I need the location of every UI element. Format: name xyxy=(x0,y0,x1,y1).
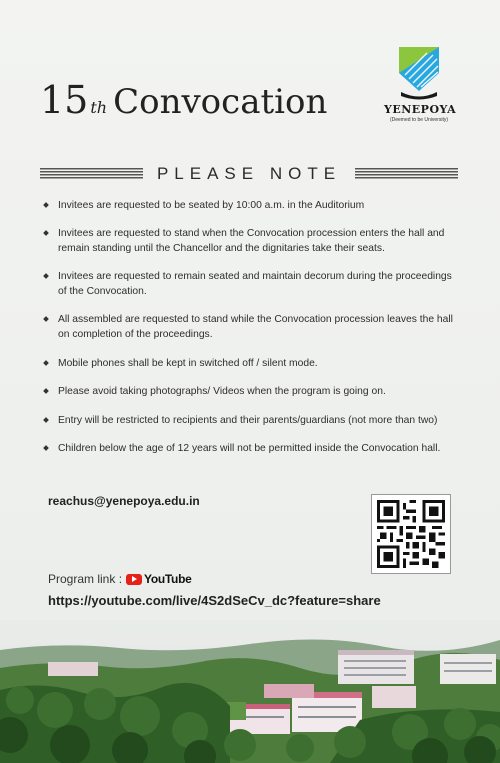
title-number: 15 xyxy=(40,78,89,122)
heading-rule-left xyxy=(40,168,143,180)
note-item: Invitees are requested to remain seated and maintain decorum during the proceedings of the Convocation. xyxy=(42,269,462,300)
note-item: Children below the age of 12 years will not be permitted inside the Convocation hall. xyxy=(42,441,462,457)
heading-text: PLEASE NOTE xyxy=(156,164,342,183)
youtube-play-icon xyxy=(126,574,142,585)
notes-list xyxy=(42,198,462,457)
logo-emblem-icon xyxy=(397,45,441,101)
qr-code-graphic xyxy=(377,500,445,568)
please-note-heading xyxy=(40,163,458,185)
heading-rule-right xyxy=(355,168,458,180)
note-item: Invitees are requested to be seated by 10:00 a.m. in the Auditorium xyxy=(42,198,462,214)
title-suffix: th xyxy=(90,98,108,117)
qr-code-icon[interactable] xyxy=(371,494,451,574)
youtube-wordmark: YouTube xyxy=(144,572,192,586)
program-link-row xyxy=(48,572,191,586)
logo-brand: YENEPOYA xyxy=(384,103,457,116)
note-item: Entry will be restricted to recipients and their parents/guardians (not more than two) xyxy=(42,413,462,429)
yenepoya-logo xyxy=(384,45,457,123)
note-item: All assembled are requested to stand while the Convocation procession leaves the hall on completion of the proceedings. xyxy=(42,312,462,343)
note-item: Mobile phones shall be kept in switched off / silent mode. xyxy=(42,356,462,372)
program-label: Program link : xyxy=(48,572,123,586)
note-item: Invitees are requested to stand when the Convocation procession enters the hall and remain standing until the Chancellor and the dignitaries take their seats. xyxy=(42,226,462,257)
page-title xyxy=(40,78,327,122)
logo-tagline: (Deemed to be University) xyxy=(389,117,449,123)
youtube-logo xyxy=(126,572,191,586)
note-item: Please avoid taking photographs/ Videos when the program is going on. xyxy=(42,384,462,400)
campus-photo xyxy=(0,620,500,763)
title-word: Convocation xyxy=(113,82,328,122)
youtube-link[interactable]: https://youtube.com/live/4S2dSeCv_dc?feature=share xyxy=(48,593,381,608)
contact-email[interactable]: reachus@yenepoya.edu.in xyxy=(48,494,200,508)
